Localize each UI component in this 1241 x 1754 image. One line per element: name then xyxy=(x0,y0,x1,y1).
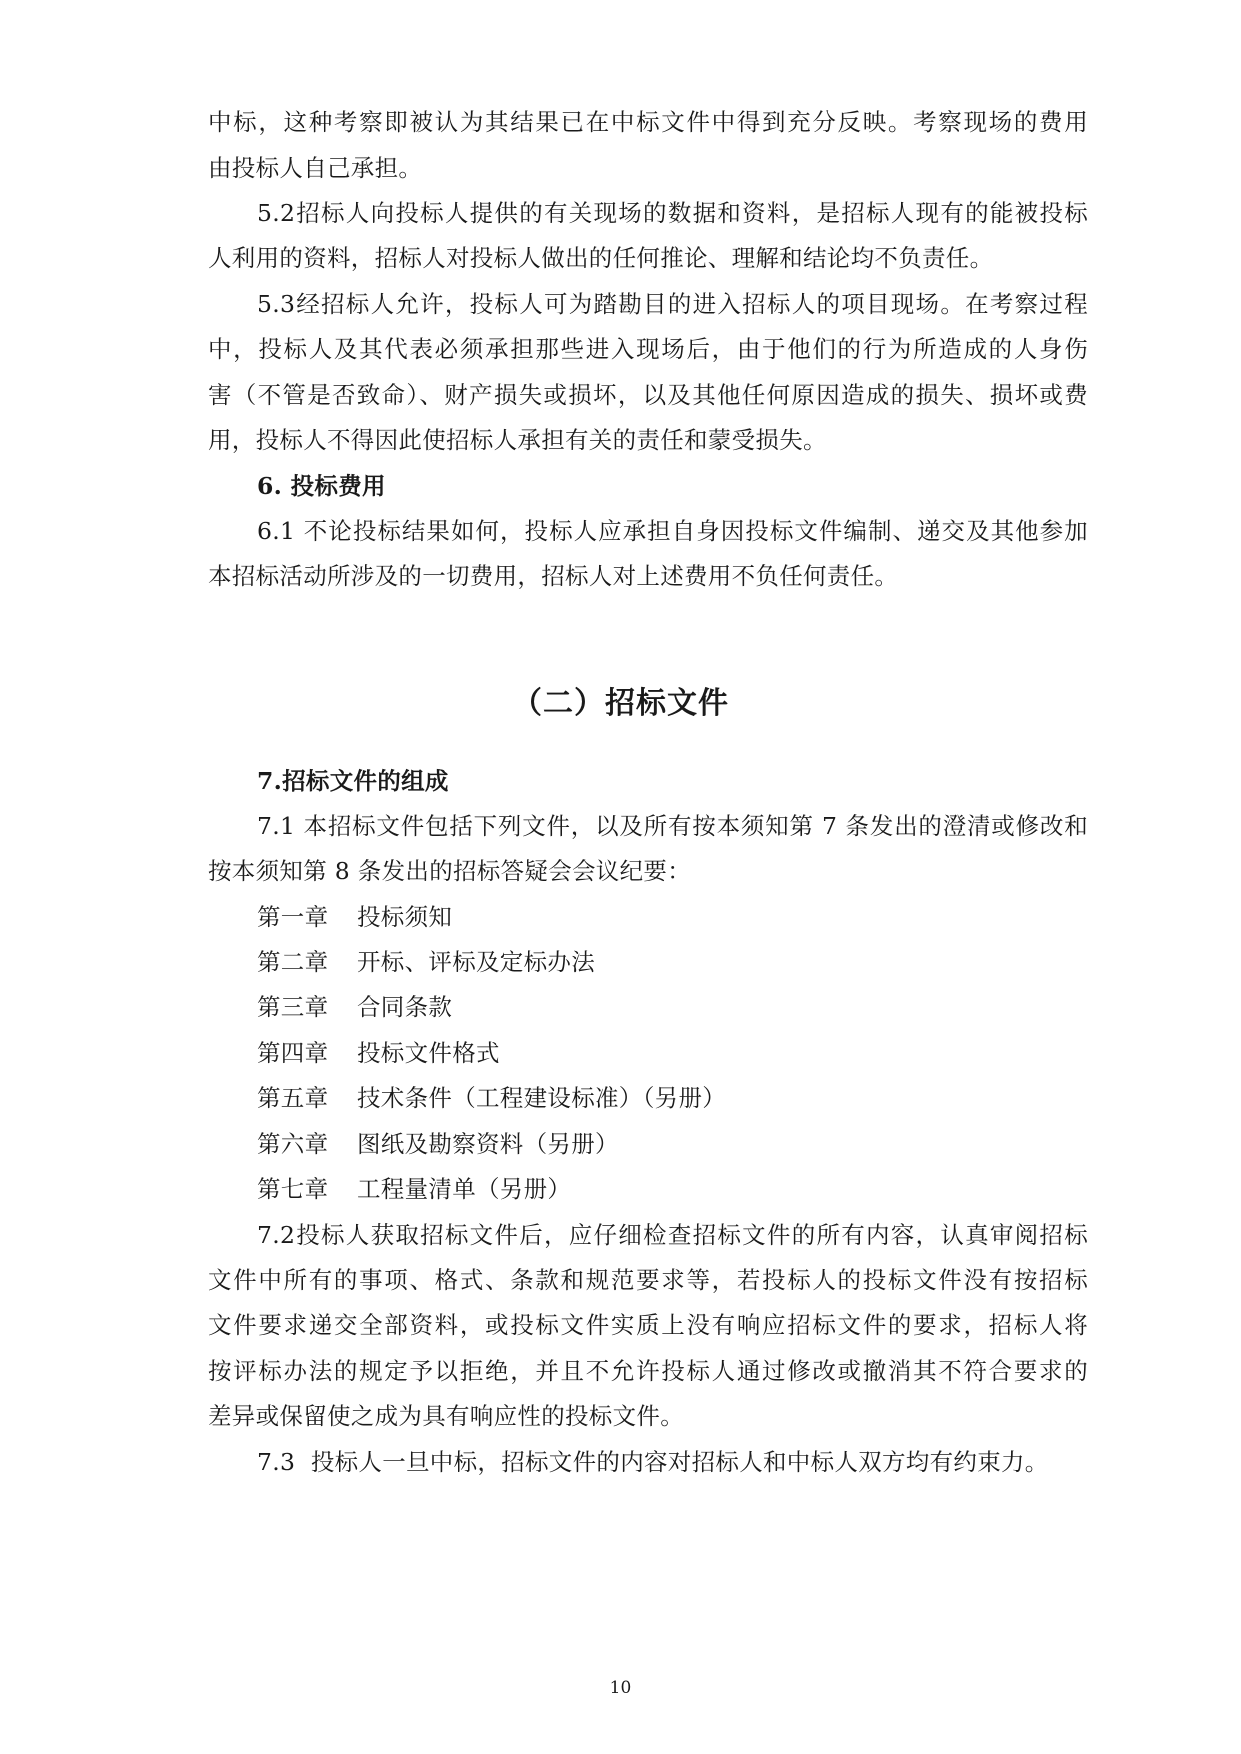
paragraph-line: 文件要求递交全部资料，或投标文件实质上没有响应招标文件的要求，招标人将 xyxy=(208,1311,1088,1339)
heading-7: 7.招标文件的组成 xyxy=(257,767,449,795)
paragraph-line: 中标，这种考察即被认为其结果已在中标文件中得到充分反映。考察现场的费用 xyxy=(208,108,1088,136)
chapter-title: 技术条件（工程建设标准）（另册） xyxy=(357,1084,727,1112)
chapter-item xyxy=(257,1083,726,1113)
chapter-title: 合同条款 xyxy=(357,993,453,1021)
paragraph-line: 5.3经招标人允许，投标人可为踏勘目的进入招标人的项目现场。在考察过程 xyxy=(257,290,1088,318)
chapter-item xyxy=(257,1038,500,1068)
heading-6: 6. 投标费用 xyxy=(257,472,386,500)
section-title: （二）招标文件 xyxy=(512,686,729,721)
chapter-title: 投标文件格式 xyxy=(357,1039,500,1067)
chapter-item xyxy=(257,1129,619,1159)
paragraph-line: 按评标办法的规定予以拒绝，并且不允许投标人通过修改或撤消其不符合要求的 xyxy=(208,1357,1088,1385)
chapter-title: 开标、评标及定标办法 xyxy=(357,948,595,976)
chapter-item xyxy=(257,947,595,977)
paragraph-line: 由投标人自己承担。 xyxy=(208,154,423,182)
paragraph-line: 差异或保留使之成为具有响应性的投标文件。 xyxy=(208,1402,684,1430)
paragraph-line: 7.3 投标人一旦中标，招标文件的内容对招标人和中标人双方均有约束力。 xyxy=(257,1448,1049,1476)
chapter-item xyxy=(257,902,452,932)
chapter-item xyxy=(257,1174,571,1204)
chapter-number: 第一章 xyxy=(257,903,329,931)
paragraph-line: 本招标活动所涉及的一切费用，招标人对上述费用不负任何责任。 xyxy=(208,562,899,590)
chapter-number: 第三章 xyxy=(257,993,329,1021)
page-number: 10 xyxy=(609,1678,632,1698)
chapter-title: 工程量清单（另册） xyxy=(357,1175,572,1203)
chapter-number: 第七章 xyxy=(257,1175,329,1203)
chapter-number: 第四章 xyxy=(257,1039,329,1067)
paragraph-line: 害（不管是否致命）、财产损失或损坏，以及其他任何原因造成的损失、损坏或费 xyxy=(208,381,1088,409)
paragraph-line: 7.1 本招标文件包括下列文件，以及所有按本须知第 7 条发出的澄清或修改和 xyxy=(257,812,1088,840)
paragraph-line: 用，投标人不得因此使招标人承担有关的责任和蒙受损失。 xyxy=(208,426,827,454)
paragraph-line: 中，投标人及其代表必须承担那些进入现场后，由于他们的行为所造成的人身伤 xyxy=(208,335,1088,363)
paragraph-line: 7.2投标人获取招标文件后，应仔细检查招标文件的所有内容，认真审阅招标 xyxy=(257,1221,1088,1249)
chapter-number: 第五章 xyxy=(257,1084,329,1112)
chapter-number: 第二章 xyxy=(257,948,329,976)
paragraph-line: 人利用的资料，招标人对投标人做出的任何推论、理解和结论均不负责任。 xyxy=(208,244,994,272)
paragraph-line: 5.2招标人向投标人提供的有关现场的数据和资料，是招标人现有的能被投标 xyxy=(257,199,1088,227)
chapter-number: 第六章 xyxy=(257,1130,329,1158)
chapter-item xyxy=(257,992,452,1022)
paragraph-line: 按本须知第 8 条发出的招标答疑会会议纪要： xyxy=(208,857,691,885)
paragraph-line: 文件中所有的事项、格式、条款和规范要求等，若投标人的投标文件没有按招标 xyxy=(208,1266,1088,1294)
paragraph-line: 6.1 不论投标结果如何，投标人应承担自身因投标文件编制、递交及其他参加 xyxy=(257,517,1088,545)
chapter-title: 图纸及勘察资料（另册） xyxy=(357,1130,619,1158)
chapter-title: 投标须知 xyxy=(357,903,453,931)
